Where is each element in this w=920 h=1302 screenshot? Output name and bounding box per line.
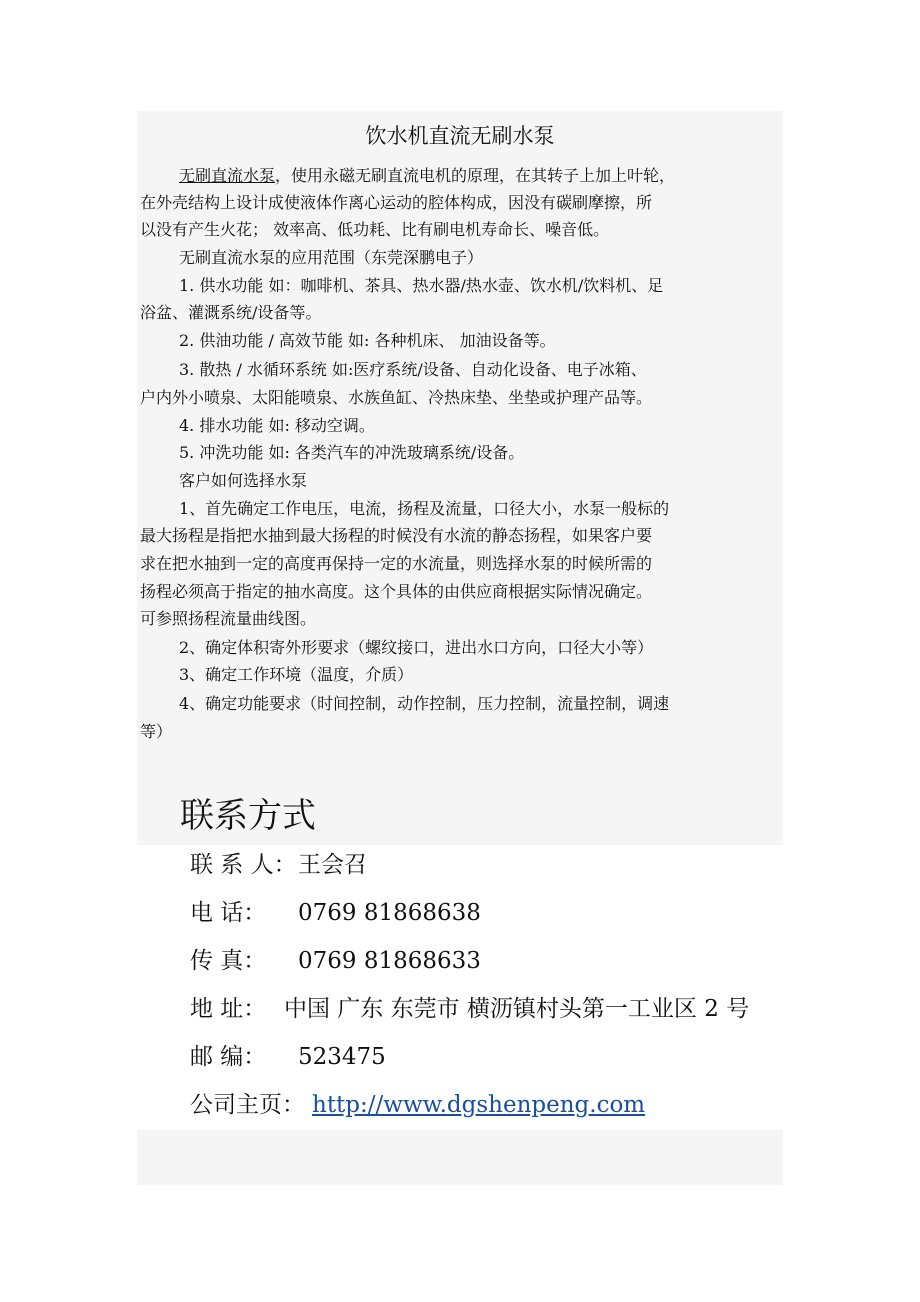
select-item-1-cont-d: 可参照扬程流量曲线图。 bbox=[140, 609, 317, 628]
scope-item-3-cont: 户内外小喷泉、太阳能喷泉、水族鱼缸、冷热床垫、坐垫或护理产品等。 bbox=[140, 388, 653, 407]
intro-line-3: 以没有产生火花； 效率高、低功耗、比有刷电机寿命长、噪音低。 bbox=[140, 220, 610, 239]
footer-panel bbox=[137, 1130, 783, 1185]
pump-link[interactable]: 无刷直流水泵 bbox=[179, 166, 276, 185]
contact-person bbox=[190, 850, 367, 880]
contact-phone bbox=[190, 898, 481, 928]
contact-postcode-value: 523475 bbox=[298, 1044, 386, 1070]
document-title: 饮水机直流无刷水泵 bbox=[365, 124, 555, 148]
contact-phone-value: 0769 81868638 bbox=[298, 900, 481, 926]
contact-fax bbox=[190, 946, 481, 976]
select-item-3: 3、确定工作环境（温度，介质） bbox=[179, 665, 414, 684]
select-item-1-cont-b: 求在把水抽到一定的高度再保持一定的水流量，则选择水泵的时候所需的 bbox=[140, 554, 653, 573]
scope-heading: 无刷直流水泵的应用范围（东莞深鹏电子） bbox=[179, 248, 484, 267]
contact-address-label: 地 址： bbox=[190, 996, 267, 1022]
select-item-1: 1、首先确定工作电压，电流，扬程及流量，口径大小，水泵一般标的 bbox=[179, 499, 670, 518]
contact-fax-value: 0769 81868633 bbox=[298, 948, 481, 974]
scope-item-4: 4. 排水功能 如: 移动空调。 bbox=[179, 416, 375, 435]
scope-item-2: 2. 供油功能 / 高效节能 如: 各种机床、 加油设备等。 bbox=[179, 331, 556, 350]
contact-phone-label: 电 话： bbox=[190, 900, 267, 926]
contact-postcode bbox=[190, 1042, 386, 1072]
select-item-1-cont-c: 扬程必须高于指定的抽水高度。这个具体的由供应商根据实际情况确定。 bbox=[140, 582, 653, 601]
contact-fax-label: 传 真： bbox=[190, 948, 267, 974]
contact-website-label: 公司主页： bbox=[190, 1092, 305, 1118]
contact-heading: 联系方式 bbox=[180, 796, 316, 836]
contact-person-label: 联 系 人： bbox=[190, 852, 297, 878]
scope-item-1: 1. 供水功能 如：咖啡机、茶具、热水器/热水壶、饮水机/饮料机、足 bbox=[179, 276, 664, 295]
intro-line-2: 在外壳结构上设计成使液体作离心运动的腔体构成，因没有碳刷摩擦，所 bbox=[140, 193, 653, 212]
contact-address-value: 中国 广东 东莞市 横沥镇村头第一工业区 2 号 bbox=[284, 996, 750, 1022]
scope-item-5: 5. 冲洗功能 如: 各类汽车的冲洗玻璃系统/设备。 bbox=[179, 443, 525, 462]
scope-item-1-cont: 浴盆、灌溉系统/设备等。 bbox=[140, 303, 322, 322]
select-item-1-cont-a: 最大扬程是指把水抽到最大扬程的时候没有水流的静态扬程，如果客户要 bbox=[140, 526, 653, 545]
contact-address bbox=[190, 994, 749, 1024]
scope-item-3: 3. 散热 / 水循环系统 如:医疗系统/设备、自动化设备、电子冰箱、 bbox=[179, 360, 647, 379]
select-heading: 客户如何选择水泵 bbox=[179, 471, 308, 490]
website-link[interactable]: http://www.dgshenpeng.com bbox=[312, 1092, 646, 1118]
contact-postcode-label: 邮 编： bbox=[190, 1044, 267, 1070]
select-item-4-cont: 等） bbox=[140, 722, 173, 741]
intro-line-1: 无刷直流水泵，使用永磁无刷直流电机的原理，在其转子上加上叶轮， bbox=[179, 166, 676, 185]
select-item-4: 4、确定功能要求（时间控制，动作控制，压力控制，流量控制，调速 bbox=[179, 694, 670, 713]
contact-person-value: 王会召 bbox=[298, 852, 367, 878]
select-item-2: 2、确定体积寄外形要求（螺纹接口，进出水口方向，口径大小等） bbox=[179, 638, 654, 657]
contact-website bbox=[190, 1090, 645, 1120]
